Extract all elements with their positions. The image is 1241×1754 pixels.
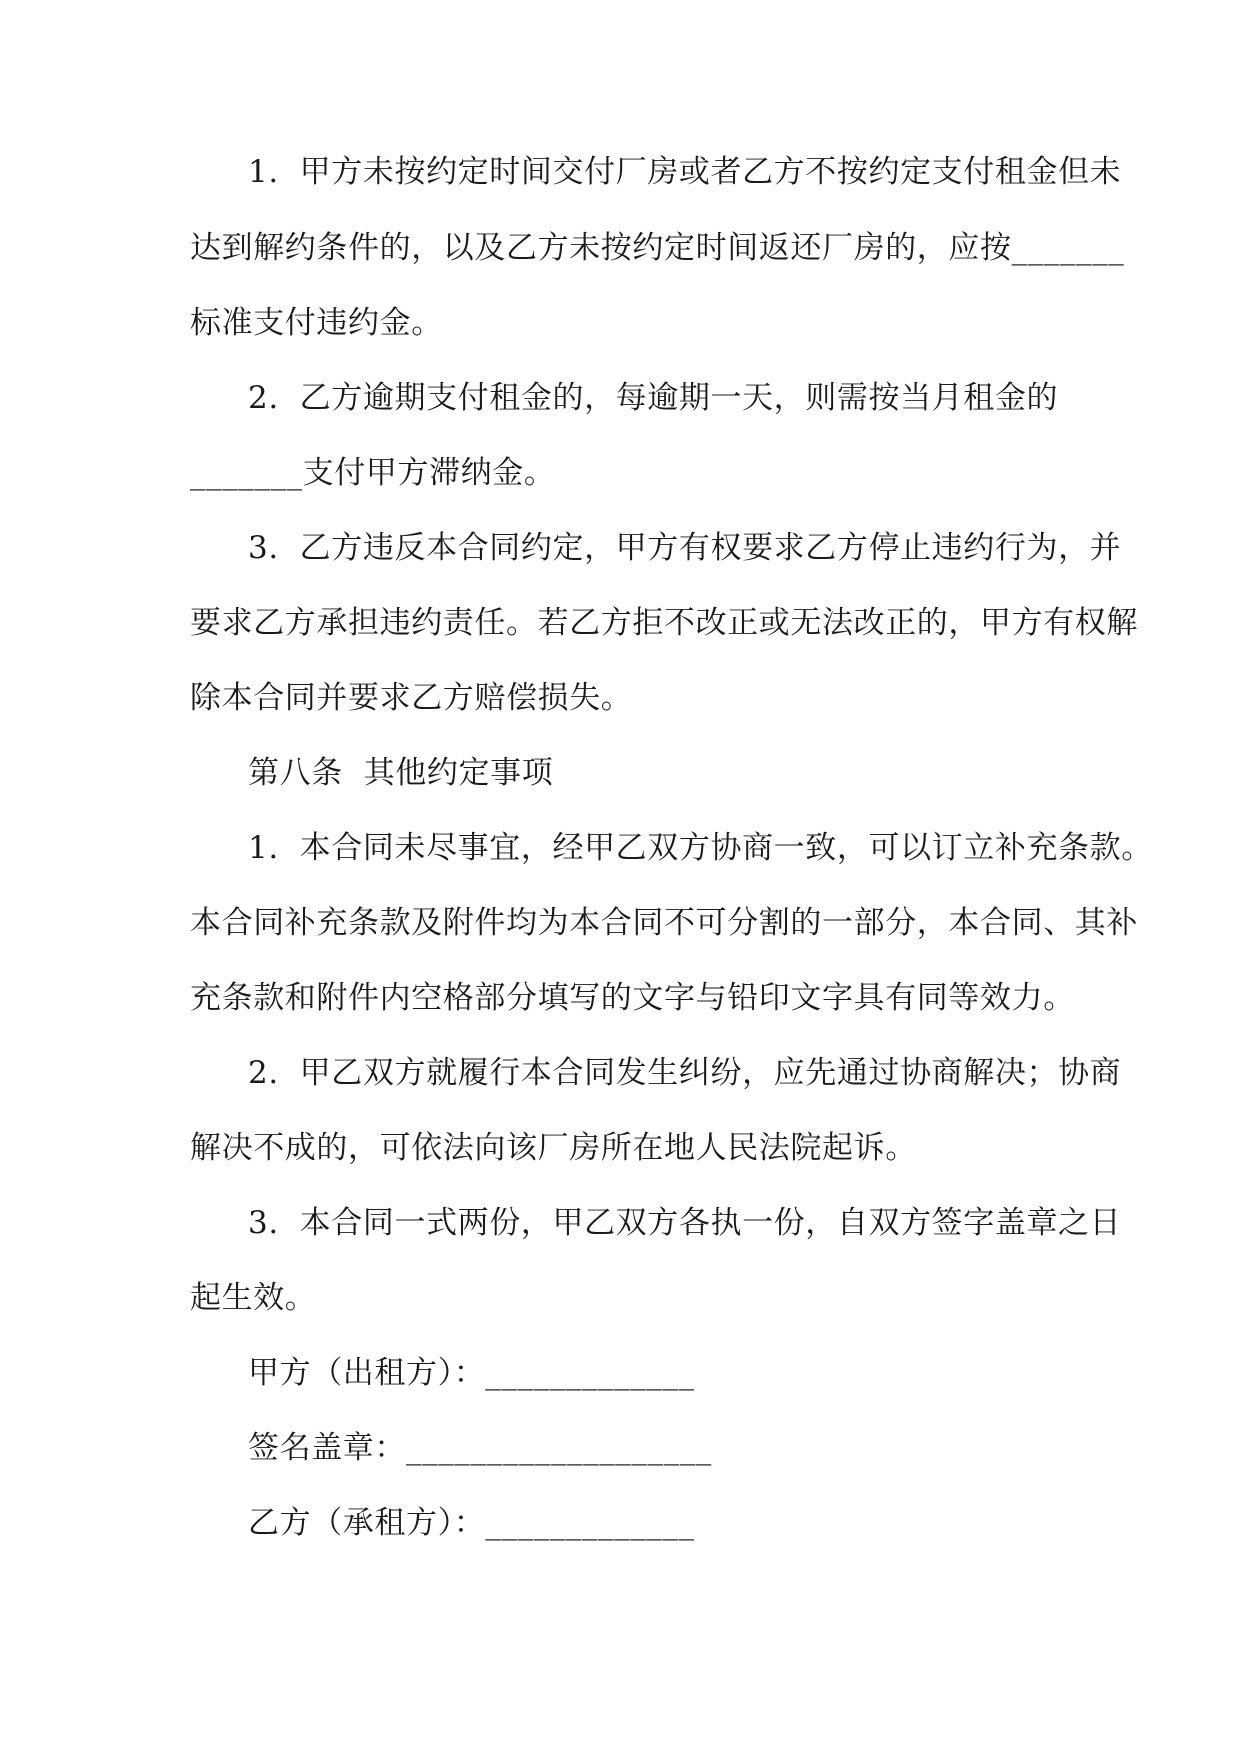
clause-3-line-3: 除本合同并要求乙方赔偿损失。 (190, 680, 633, 716)
clause-1-line-1: 1. 甲方未按约定时间交付厂房或者乙方不按约定支付租金但未 (248, 154, 1122, 190)
clause-2-line-1: 2. 乙方逾期支付租金的，每逾期一天，则需按当月租金的 (248, 380, 1059, 416)
other-clause-1-line-1: 1. 本合同未尽事宜，经甲乙双方协商一致，可以订立补充条款。 (248, 830, 1153, 866)
clause-2-line-2: _______支付甲方滞纳金。 (190, 455, 556, 491)
signature-seal-field: 签名盖章：___________________ (248, 1430, 712, 1466)
other-clause-1-line-2: 本合同补充条款及附件均为本合同不可分割的一部分，本合同、其补 (190, 905, 1138, 941)
clause-3-line-1: 3. 乙方违反本合同约定，甲方有权要求乙方停止违约行为，并 (248, 530, 1122, 566)
clause-1-line-2: 达到解约条件的，以及乙方未按约定时间返还厂房的，应按_______ (190, 230, 1125, 266)
other-clause-3-line-1: 3. 本合同一式两份，甲乙双方各执一份，自双方签字盖章之日 (248, 1205, 1122, 1241)
other-clause-1-line-3: 充条款和附件内空格部分填写的文字与铅印文字具有同等效力。 (190, 980, 1075, 1016)
lessor-signature-field: 甲方（出租方）：_____________ (248, 1355, 695, 1391)
other-clause-2-line-2: 解决不成的，可依法向该厂房所在地人民法院起诉。 (190, 1130, 917, 1166)
lessee-signature-field: 乙方（承租方）：_____________ (248, 1505, 695, 1541)
clause-1-line-3: 标准支付违约金。 (190, 305, 443, 341)
other-clause-2-line-1: 2. 甲乙双方就履行本合同发生纠纷，应先通过协商解决；协商 (248, 1055, 1122, 1091)
clause-3-line-2: 要求乙方承担违约责任。若乙方拒不改正或无法改正的，甲方有权解 (190, 605, 1138, 641)
section-heading: 第八条 其他约定事项 (248, 755, 554, 791)
document-page (190, 0, 1153, 1754)
other-clause-3-line-2: 起生效。 (190, 1280, 317, 1316)
